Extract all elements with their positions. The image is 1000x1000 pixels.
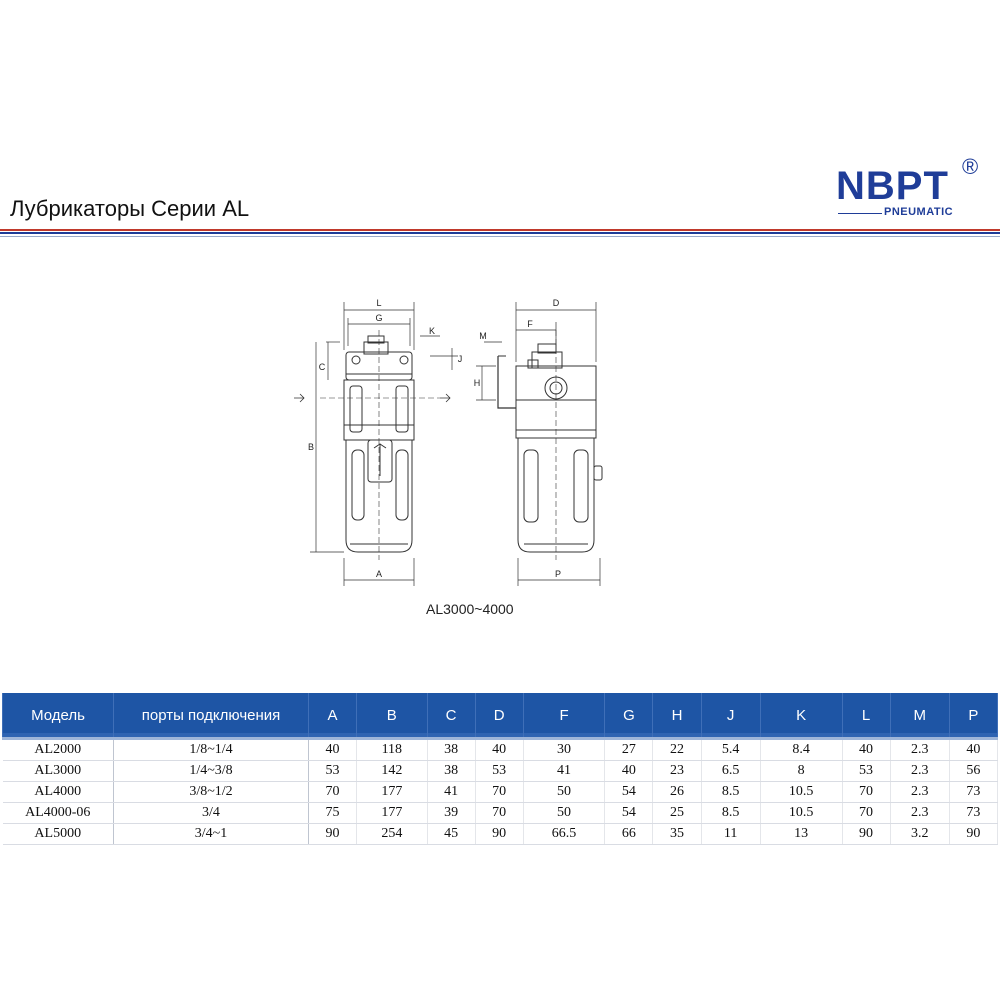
table-cell: 90 [842,824,890,845]
table-cell: 35 [653,824,701,845]
table-cell: 53 [309,761,357,782]
column-header: K [760,693,842,739]
table-cell: 40 [475,739,523,761]
dim-label-k: K [428,326,436,336]
header-rule-light [0,236,1000,237]
table-cell: 254 [357,824,428,845]
model-cell: AL2000 [3,739,114,761]
table-cell: 90 [309,824,357,845]
column-header: Модель [3,693,114,739]
column-header: порты подключения [114,693,309,739]
header-rule-red [0,229,1000,231]
port-cell: 1/4~3/8 [114,761,309,782]
table-cell: 40 [605,761,653,782]
lubricator-technical-drawing [280,290,620,590]
table-cell: 66.5 [523,824,605,845]
table-cell: 70 [309,782,357,803]
port-cell: 3/4 [114,803,309,824]
table-cell: 38 [427,761,475,782]
table-cell: 13 [760,824,842,845]
table-cell: 53 [842,761,890,782]
table-cell: 118 [357,739,428,761]
model-cell: AL5000 [3,824,114,845]
table-cell: 8.5 [701,803,760,824]
table-cell: 177 [357,803,428,824]
brand-logo [836,150,996,222]
table-cell: 40 [842,739,890,761]
page-title: Лубрикаторы Серии AL [10,196,250,221]
logo-underline [838,213,882,214]
port-cell: 3/4~1 [114,824,309,845]
column-header: G [605,693,653,739]
table-row [3,803,998,824]
model-cell: AL4000 [3,782,114,803]
table-cell: 5.4 [701,739,760,761]
side-view [474,298,602,586]
table-cell: 66 [605,824,653,845]
table-cell: 11 [701,824,760,845]
specification-table [2,693,998,845]
table-cell: 73 [949,803,997,824]
port-cell: 3/8~1/2 [114,782,309,803]
table-cell: 39 [427,803,475,824]
table-cell: 177 [357,782,428,803]
drawing-caption: AL3000~4000 [426,601,514,617]
table-cell: 70 [842,803,890,824]
table-cell: 40 [949,739,997,761]
table-cell: 90 [475,824,523,845]
table-cell: 45 [427,824,475,845]
table-cell: 70 [475,782,523,803]
dim-label-d: D [552,298,560,308]
table-row [3,761,998,782]
table-cell: 50 [523,782,605,803]
column-header: B [357,693,428,739]
column-header: C [427,693,475,739]
registered-mark: ® [962,154,979,179]
table-cell: 26 [653,782,701,803]
column-header: F [523,693,605,739]
dim-label-g: G [375,313,383,323]
model-cell: AL3000 [3,761,114,782]
dim-label-h: H [473,378,481,388]
table-cell: 27 [605,739,653,761]
table-cell: 6.5 [701,761,760,782]
dim-label-m: M [479,331,487,341]
column-header: L [842,693,890,739]
logo-subtitle: PNEUMATIC [884,206,954,218]
table-row [3,739,998,761]
dim-label-p: P [554,569,562,579]
table-cell: 8.4 [760,739,842,761]
table-cell: 53 [475,761,523,782]
column-header: J [701,693,760,739]
table-cell: 54 [605,782,653,803]
table-cell: 2.3 [890,782,949,803]
table-cell: 23 [653,761,701,782]
column-header: A [309,693,357,739]
port-cell: 1/8~1/4 [114,739,309,761]
dim-label-a: A [375,569,383,579]
table-cell: 30 [523,739,605,761]
dim-label-j: J [457,354,463,364]
table-cell: 2.3 [890,761,949,782]
dim-label-l: L [376,298,382,308]
header-rule-blue [0,232,1000,234]
table-cell: 142 [357,761,428,782]
table-row [3,782,998,803]
table-cell: 3.2 [890,824,949,845]
table-cell: 8.5 [701,782,760,803]
column-header: P [949,693,997,739]
table-header-row [3,693,998,739]
table-cell: 2.3 [890,739,949,761]
table-cell: 22 [653,739,701,761]
table-cell: 70 [842,782,890,803]
table-cell: 40 [309,739,357,761]
table-cell: 8 [760,761,842,782]
table-cell: 41 [427,782,475,803]
table-cell: 38 [427,739,475,761]
table-cell: 10.5 [760,803,842,824]
table-cell: 75 [309,803,357,824]
dim-label-c: C [318,362,326,372]
logo-wordmark: NBPT [836,164,949,208]
column-header: M [890,693,949,739]
column-header: D [475,693,523,739]
column-header: H [653,693,701,739]
table-cell: 41 [523,761,605,782]
dim-label-f: F [527,319,533,329]
front-view [294,298,462,586]
table-cell: 2.3 [890,803,949,824]
table-cell: 25 [653,803,701,824]
table-cell: 73 [949,782,997,803]
dim-label-b: B [307,442,315,452]
table-cell: 90 [949,824,997,845]
table-cell: 50 [523,803,605,824]
table-cell: 54 [605,803,653,824]
table-cell: 70 [475,803,523,824]
model-cell: AL4000-06 [3,803,114,824]
table-cell: 10.5 [760,782,842,803]
table-cell: 56 [949,761,997,782]
table-row [3,824,998,845]
